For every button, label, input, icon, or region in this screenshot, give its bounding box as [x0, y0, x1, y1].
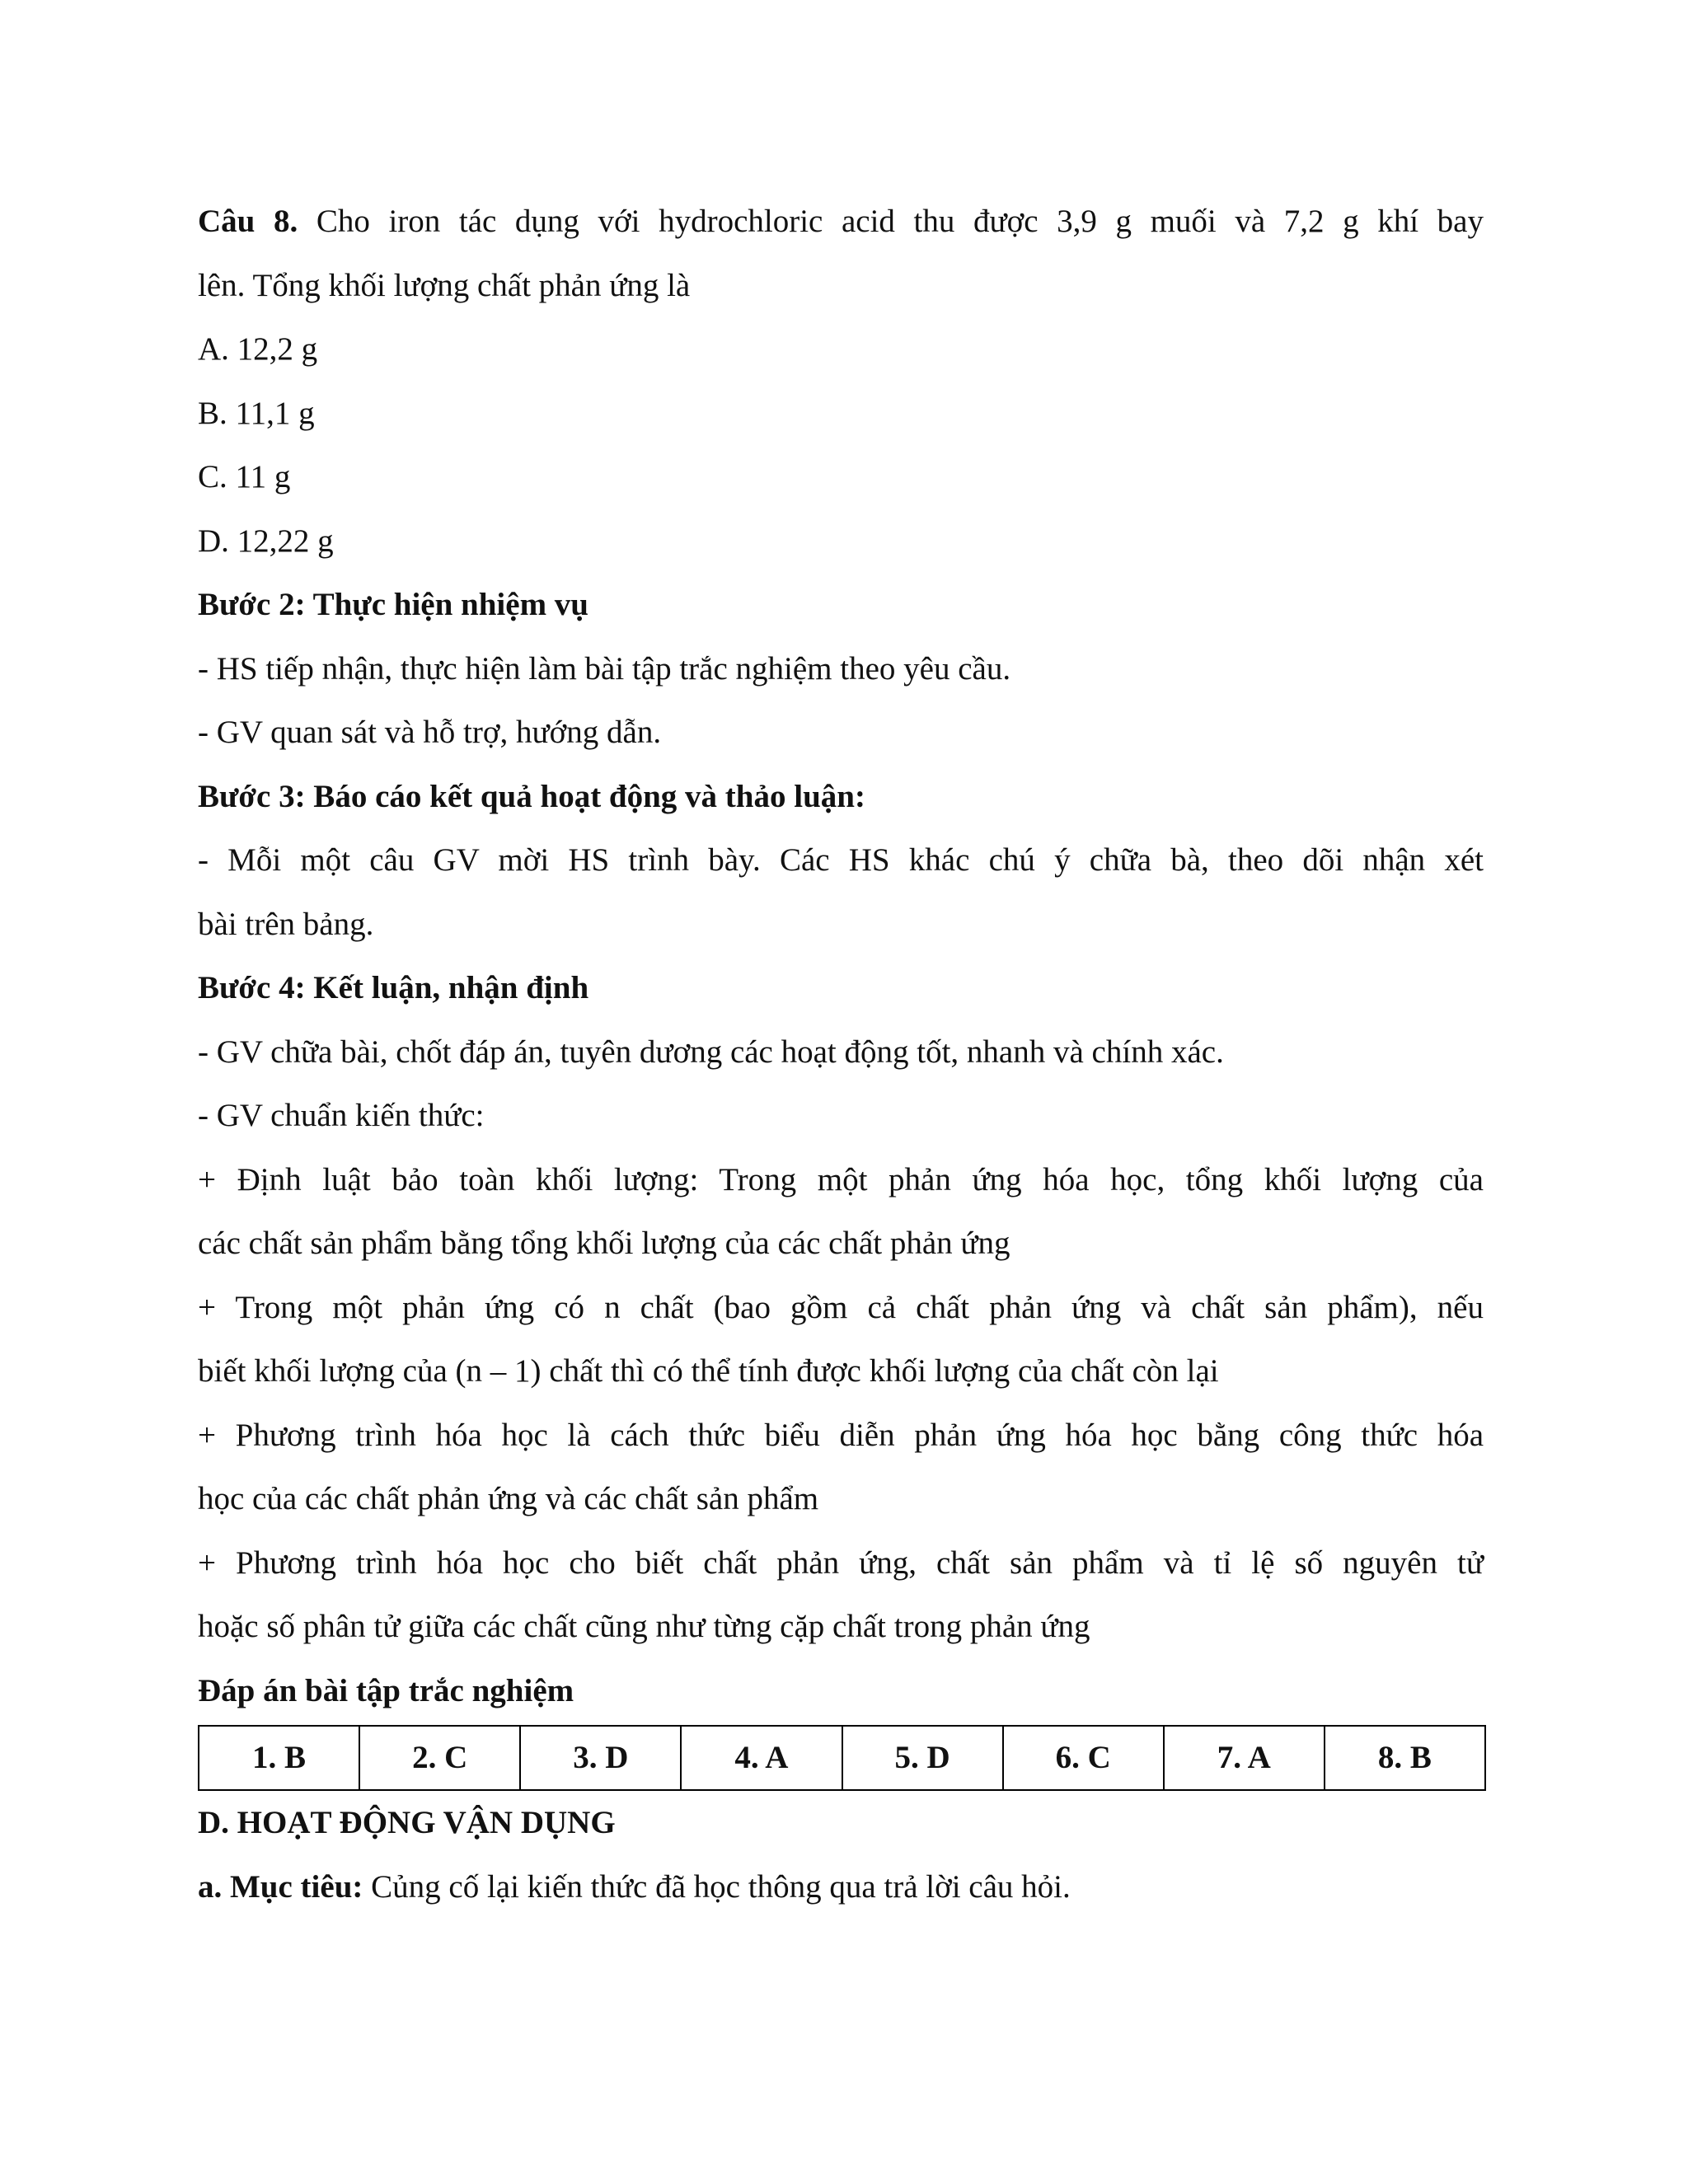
section-d-goal — [198, 1855, 1484, 1919]
step-4-heading: Bước 4: Kết luận, nhận định — [198, 970, 589, 1005]
step-3-line-2: bài trên bảng. — [198, 906, 374, 942]
answer-cell-4: 4. A — [681, 1726, 842, 1790]
answer-cell-2: 2. C — [359, 1726, 520, 1790]
answer-cell-5: 5. D — [842, 1726, 1003, 1790]
answer-table-row — [199, 1726, 1485, 1790]
answer-table — [198, 1725, 1486, 1791]
knowledge-3-line-2: học của các chất phản ứng và các chất sản phẩm — [198, 1481, 819, 1516]
answer-cell-7: 7. A — [1164, 1726, 1325, 1790]
knowledge-3-line-1: + Phương trình hóa học là cách thức biểu diễn phản ứng hóa học bằng công thức hóa — [198, 1417, 1484, 1453]
document-page — [198, 190, 1484, 1919]
knowledge-4-line-1: + Phương trình hóa học cho biết chất phản ứng, chất sản phẩm và tỉ lệ số nguyên tử — [198, 1544, 1484, 1581]
goal-text: Củng cố lại kiến thức đã học thông qua trả lời câu hỏi. — [363, 1868, 1071, 1905]
question-8-label: Câu 8. — [198, 204, 298, 239]
step-2-item-2: - GV quan sát và hỗ trợ, hướng dẫn. — [198, 715, 662, 750]
knowledge-1-line-2: các chất sản phẩm bằng tổng khối lượng của các chất phản ứng — [198, 1226, 1010, 1261]
answer-cell-1: 1. B — [199, 1726, 359, 1790]
goal-label: a. Mục tiêu: — [198, 1868, 363, 1905]
answer-cell-8: 8. B — [1325, 1726, 1485, 1790]
answer-cell-6: 6. C — [1003, 1726, 1164, 1790]
step-2-heading: Bước 2: Thực hiện nhiệm vụ — [198, 587, 588, 622]
step-4-item-1: - GV chữa bài, chốt đáp án, tuyên dương các hoạt động tốt, nhanh và chính xác. — [198, 1033, 1224, 1070]
option-b: B. 11,1 g — [198, 395, 315, 431]
step-3-heading: Bước 3: Báo cáo kết quả hoạt động và thảo luận: — [198, 778, 865, 814]
step-2-item-1: - HS tiếp nhận, thực hiện làm bài tập trắc nghiệm theo yêu cầu. — [198, 650, 1011, 687]
step-4-item-2: - GV chuẩn kiến thức: — [198, 1098, 485, 1133]
option-d: D. 12,22 g — [198, 523, 334, 559]
knowledge-2-line-1: + Trong một phản ứng có n chất (bao gồm cả chất phản ứng và chất sản phẩm), nếu — [198, 1289, 1484, 1325]
step-3-line-1: - Mỗi một câu GV mời HS trình bày. Các HS khác chú ý chữa bà, theo dõi nhận xét — [198, 842, 1484, 878]
answers-heading: Đáp án bài tập trắc nghiệm — [198, 1672, 574, 1708]
answer-cell-3: 3. D — [520, 1726, 681, 1790]
question-8-text: Cho iron tác dụng với hydrochloric acid thu được 3,9 g muối và 7,2 g khí bay — [298, 204, 1484, 239]
knowledge-4-line-2: hoặc số phân tử giữa các chất cũng như từng cặp chất trong phản ứng — [198, 1609, 1090, 1644]
knowledge-2-line-2: biết khối lượng của (n – 1) chất thì có thể tính được khối lượng của chất còn lại — [198, 1353, 1219, 1389]
question-8-line-1 — [198, 190, 1484, 254]
option-c: C. 11 g — [198, 459, 291, 494]
question-8-line-2: lên. Tổng khối lượng chất phản ứng là — [198, 267, 691, 303]
section-d-heading: D. HOẠT ĐỘNG VẬN DỤNG — [198, 1805, 616, 1840]
option-a: A. 12,2 g — [198, 331, 318, 367]
knowledge-1-line-1: + Định luật bảo toàn khối lượng: Trong một phản ứng hóa học, tổng khối lượng của — [198, 1161, 1484, 1197]
